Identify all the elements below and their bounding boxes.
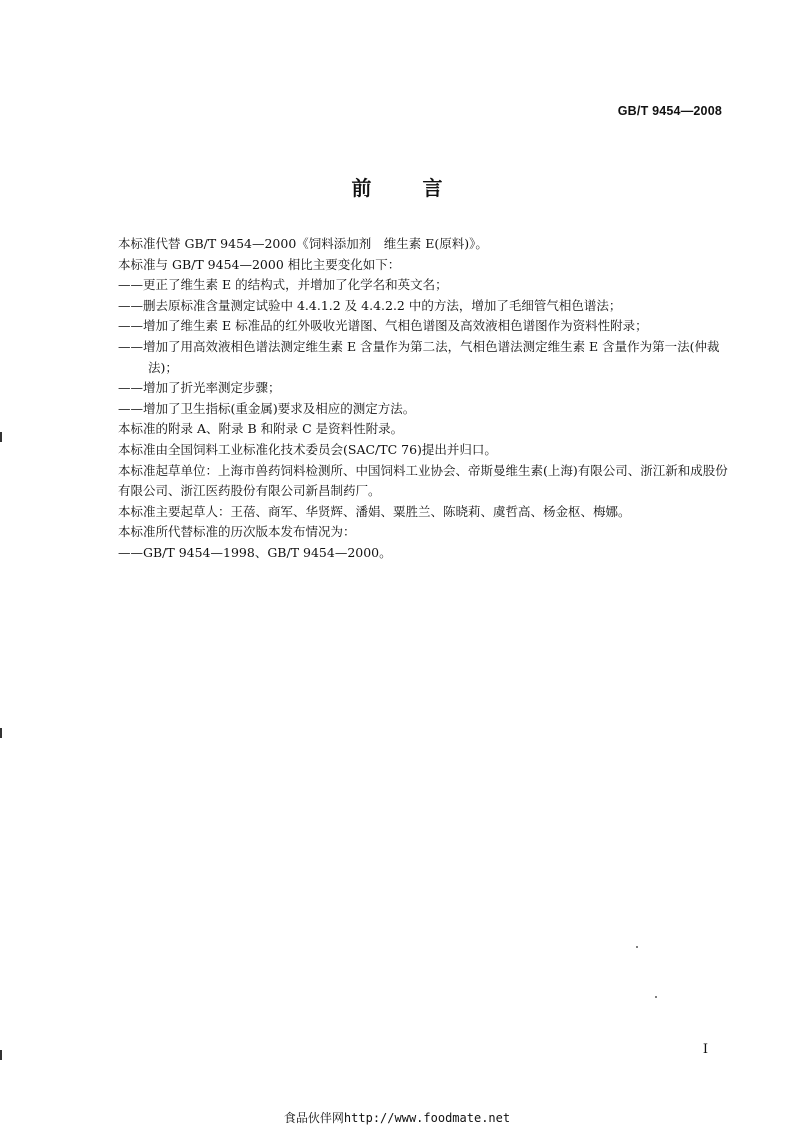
- change-item-refractive-index: ——增加了折光率测定步骤；: [118, 380, 281, 396]
- page-number: I: [702, 1042, 708, 1057]
- scan-speck: [636, 946, 638, 948]
- footer-site-name: 食品伙伴网: [283, 1111, 344, 1125]
- scan-speck: [655, 996, 657, 998]
- page-footer: [0, 1109, 794, 1126]
- paragraph-replaces: 本标准代替 GB/T 9454—2000《饲料添加剂 维生素 E(原料)》。: [118, 236, 488, 251]
- change-item-spectra: ——增加了维生素 E 标准品的红外吸收光谱图、气相色谱图及高效液相色谱图作为资料性附录；: [118, 318, 648, 334]
- standard-code: GB/T 9454—2008: [617, 104, 722, 118]
- preface-body: [118, 234, 728, 564]
- paragraph-drafters: 本标准主要起草人：王蓓、商军、华贤辉、潘娟、粟胜兰、陈晓莉、虞哲高、杨金枢、梅娜。: [118, 503, 631, 519]
- scan-edge-mark: [0, 432, 2, 442]
- paragraph-drafting-units: 本标准起草单位：上海市兽药饲料检测所、中国饲料工业协会、帝斯曼维生素(上海)有限公司、浙江新和成股份有限公司、浙江医药股份有限公司新昌制药厂。: [118, 462, 728, 499]
- paragraph-proposer: 本标准由全国饲料工业标准化技术委员会(SAC/TC 76)提出并归口。: [118, 441, 497, 457]
- change-item-hplc: ——增加了用高效液相色谱法测定维生素 E 含量作为第二法，气相色谱法测定维生素 E 含量作为第一法(仲裁法)；: [118, 338, 720, 375]
- change-item-structure: ——更正了维生素 E 的结构式，并增加了化学名和英文名；: [118, 277, 448, 293]
- footer-url[interactable]: http://www.foodmate.net: [343, 1111, 511, 1125]
- history-item: ——GB/T 9454—1998、GB/T 9454—2000。: [118, 544, 392, 560]
- paragraph-appendices: 本标准的附录 A、附录 B 和附录 C 是资料性附录。: [118, 421, 404, 437]
- page-title: 前 言: [351, 176, 465, 200]
- scan-edge-mark: [0, 728, 2, 738]
- paragraph-history-intro: 本标准所代替标准的历次版本发布情况为：: [118, 524, 356, 540]
- change-item-heavy-metals: ——增加了卫生指标(重金属)要求及相应的测定方法。: [118, 400, 416, 416]
- change-item-method: ——删去原标准含量测定试验中 4.4.1.2 及 4.4.2.2 中的方法，增加了毛细管气相色谱法；: [118, 297, 622, 313]
- scan-edge-mark: [0, 1050, 2, 1060]
- paragraph-changes-intro: 本标准与 GB/T 9454—2000 相比主要变化如下：: [118, 256, 401, 272]
